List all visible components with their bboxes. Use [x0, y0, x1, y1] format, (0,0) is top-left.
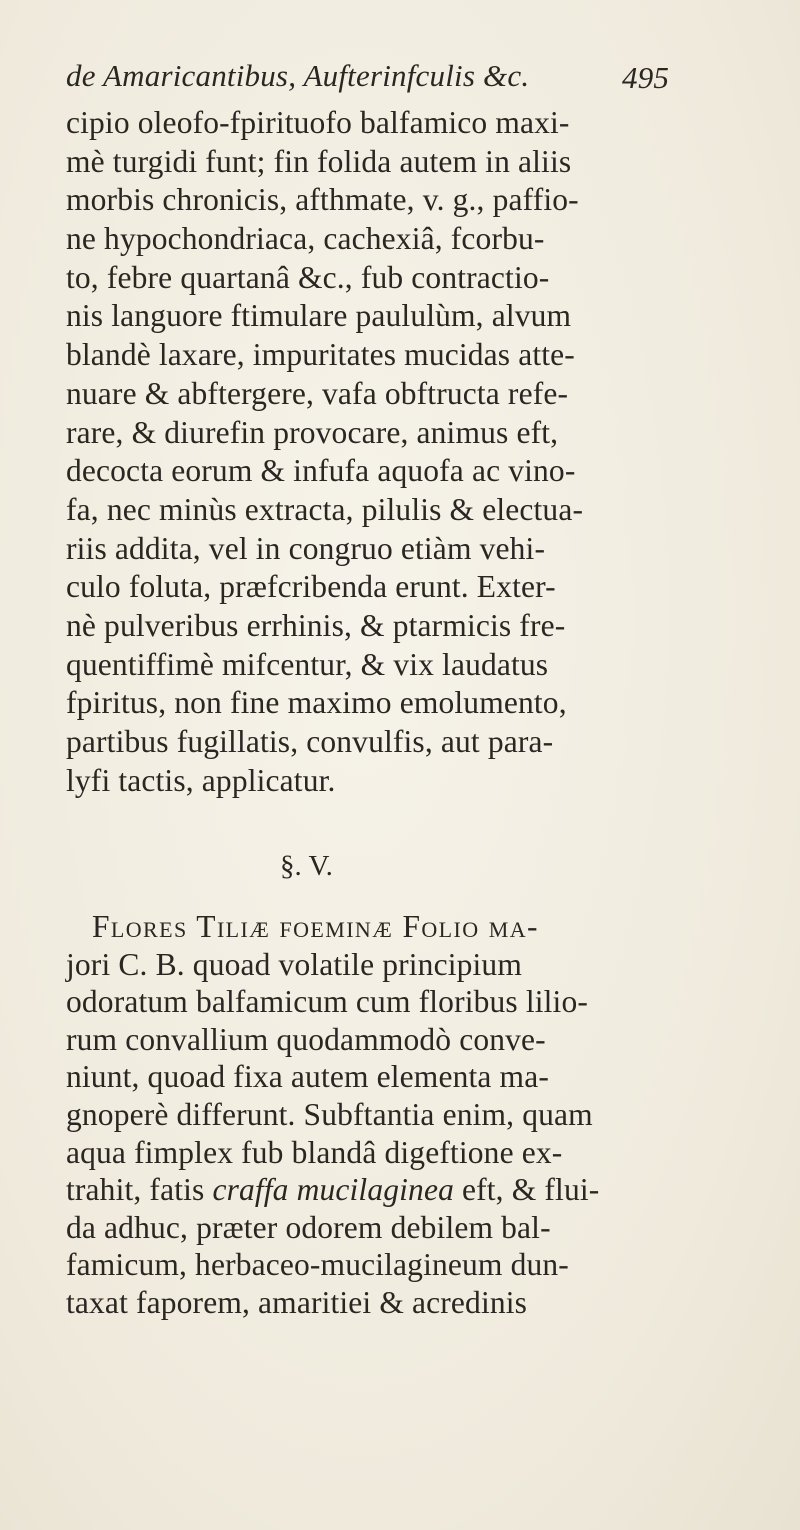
- text-line: ne hypochondriaca, cachexiâ, fcorbu-: [66, 221, 545, 257]
- text-span: trahit, fatis: [66, 1172, 213, 1208]
- text-line: taxat faporem, amaritiei & acredinis: [66, 1284, 528, 1320]
- text-line: famicum, herbaceo-mucilagineum dun-: [66, 1247, 569, 1283]
- text-line: morbis chronicis, afthmate, v. g., paffio-: [66, 182, 579, 218]
- text-line: aqua fimplex fub blandâ digeftione ex-: [66, 1134, 563, 1170]
- text-line: mè turgidi funt; fin folida autem in aliis: [66, 143, 572, 179]
- text-line: fpiritus, non fine maximo emolumento,: [66, 685, 567, 721]
- text-line: rare, & diurefin provocare, animus eft,: [66, 414, 559, 450]
- paragraph-1: [66, 104, 736, 800]
- italic-term: craffa mucilaginea: [212, 1172, 454, 1208]
- paragraph-2: [66, 908, 756, 1322]
- text-line: fa, nec minùs extracta, pilulis & electua-: [66, 491, 584, 527]
- text-line: rum convallium quodammodò conve-: [66, 1021, 546, 1057]
- running-head-title: de Amaricantibus, Aufterinfculis &c.: [66, 58, 530, 93]
- text-line: lyfi tactis, applicatur.: [66, 762, 336, 798]
- text-line: nis languore ftimulare paululùm, alvum: [66, 298, 572, 334]
- text-line: decocta eorum & infufa aquofa ac vino-: [66, 453, 576, 489]
- text-line: cipio oleofo-fpirituofo balfamico maxi-: [66, 105, 570, 140]
- lead-caps-line: Flores Tiliæ foeminæ Folio ma-: [92, 909, 539, 944]
- text-line: gnoperè differunt. Subftantia enim, quam: [66, 1096, 593, 1132]
- text-line: nuare & abftergere, vafa obftructa refe-: [66, 375, 569, 411]
- text-span: eft, & flui-: [453, 1172, 600, 1208]
- text-line: blandè laxare, impuritates mucidas atte-: [66, 337, 575, 373]
- text-line: riis addita, vel in congruo etiàm vehi-: [66, 530, 546, 566]
- running-head: [66, 58, 706, 102]
- text-line: odoratum balfamicum cum floribus lilio-: [66, 984, 588, 1020]
- text-line-with-italic: [66, 1171, 756, 1209]
- text-line: da adhuc, præter odorem debilem bal-: [66, 1209, 551, 1245]
- text-line: to, febre quartanâ &c., fub contractio-: [66, 259, 550, 295]
- text-line: nè pulveribus errhinis, & ptarmicis fre-: [66, 607, 566, 643]
- text-line: jori C. B. quoad volatile principium: [66, 946, 522, 982]
- text-line: partibus fugillatis, convulfis, aut para-: [66, 724, 554, 759]
- text-line: quentiffimè mifcentur, & vix laudatus: [66, 646, 549, 682]
- text-line: niunt, quoad fixa autem elementa ma-: [66, 1059, 549, 1095]
- text-line: culo foluta, præfcribenda erunt. Exter-: [66, 569, 556, 605]
- section-heading: §. V.: [280, 850, 333, 882]
- page-number: 495: [622, 60, 670, 95]
